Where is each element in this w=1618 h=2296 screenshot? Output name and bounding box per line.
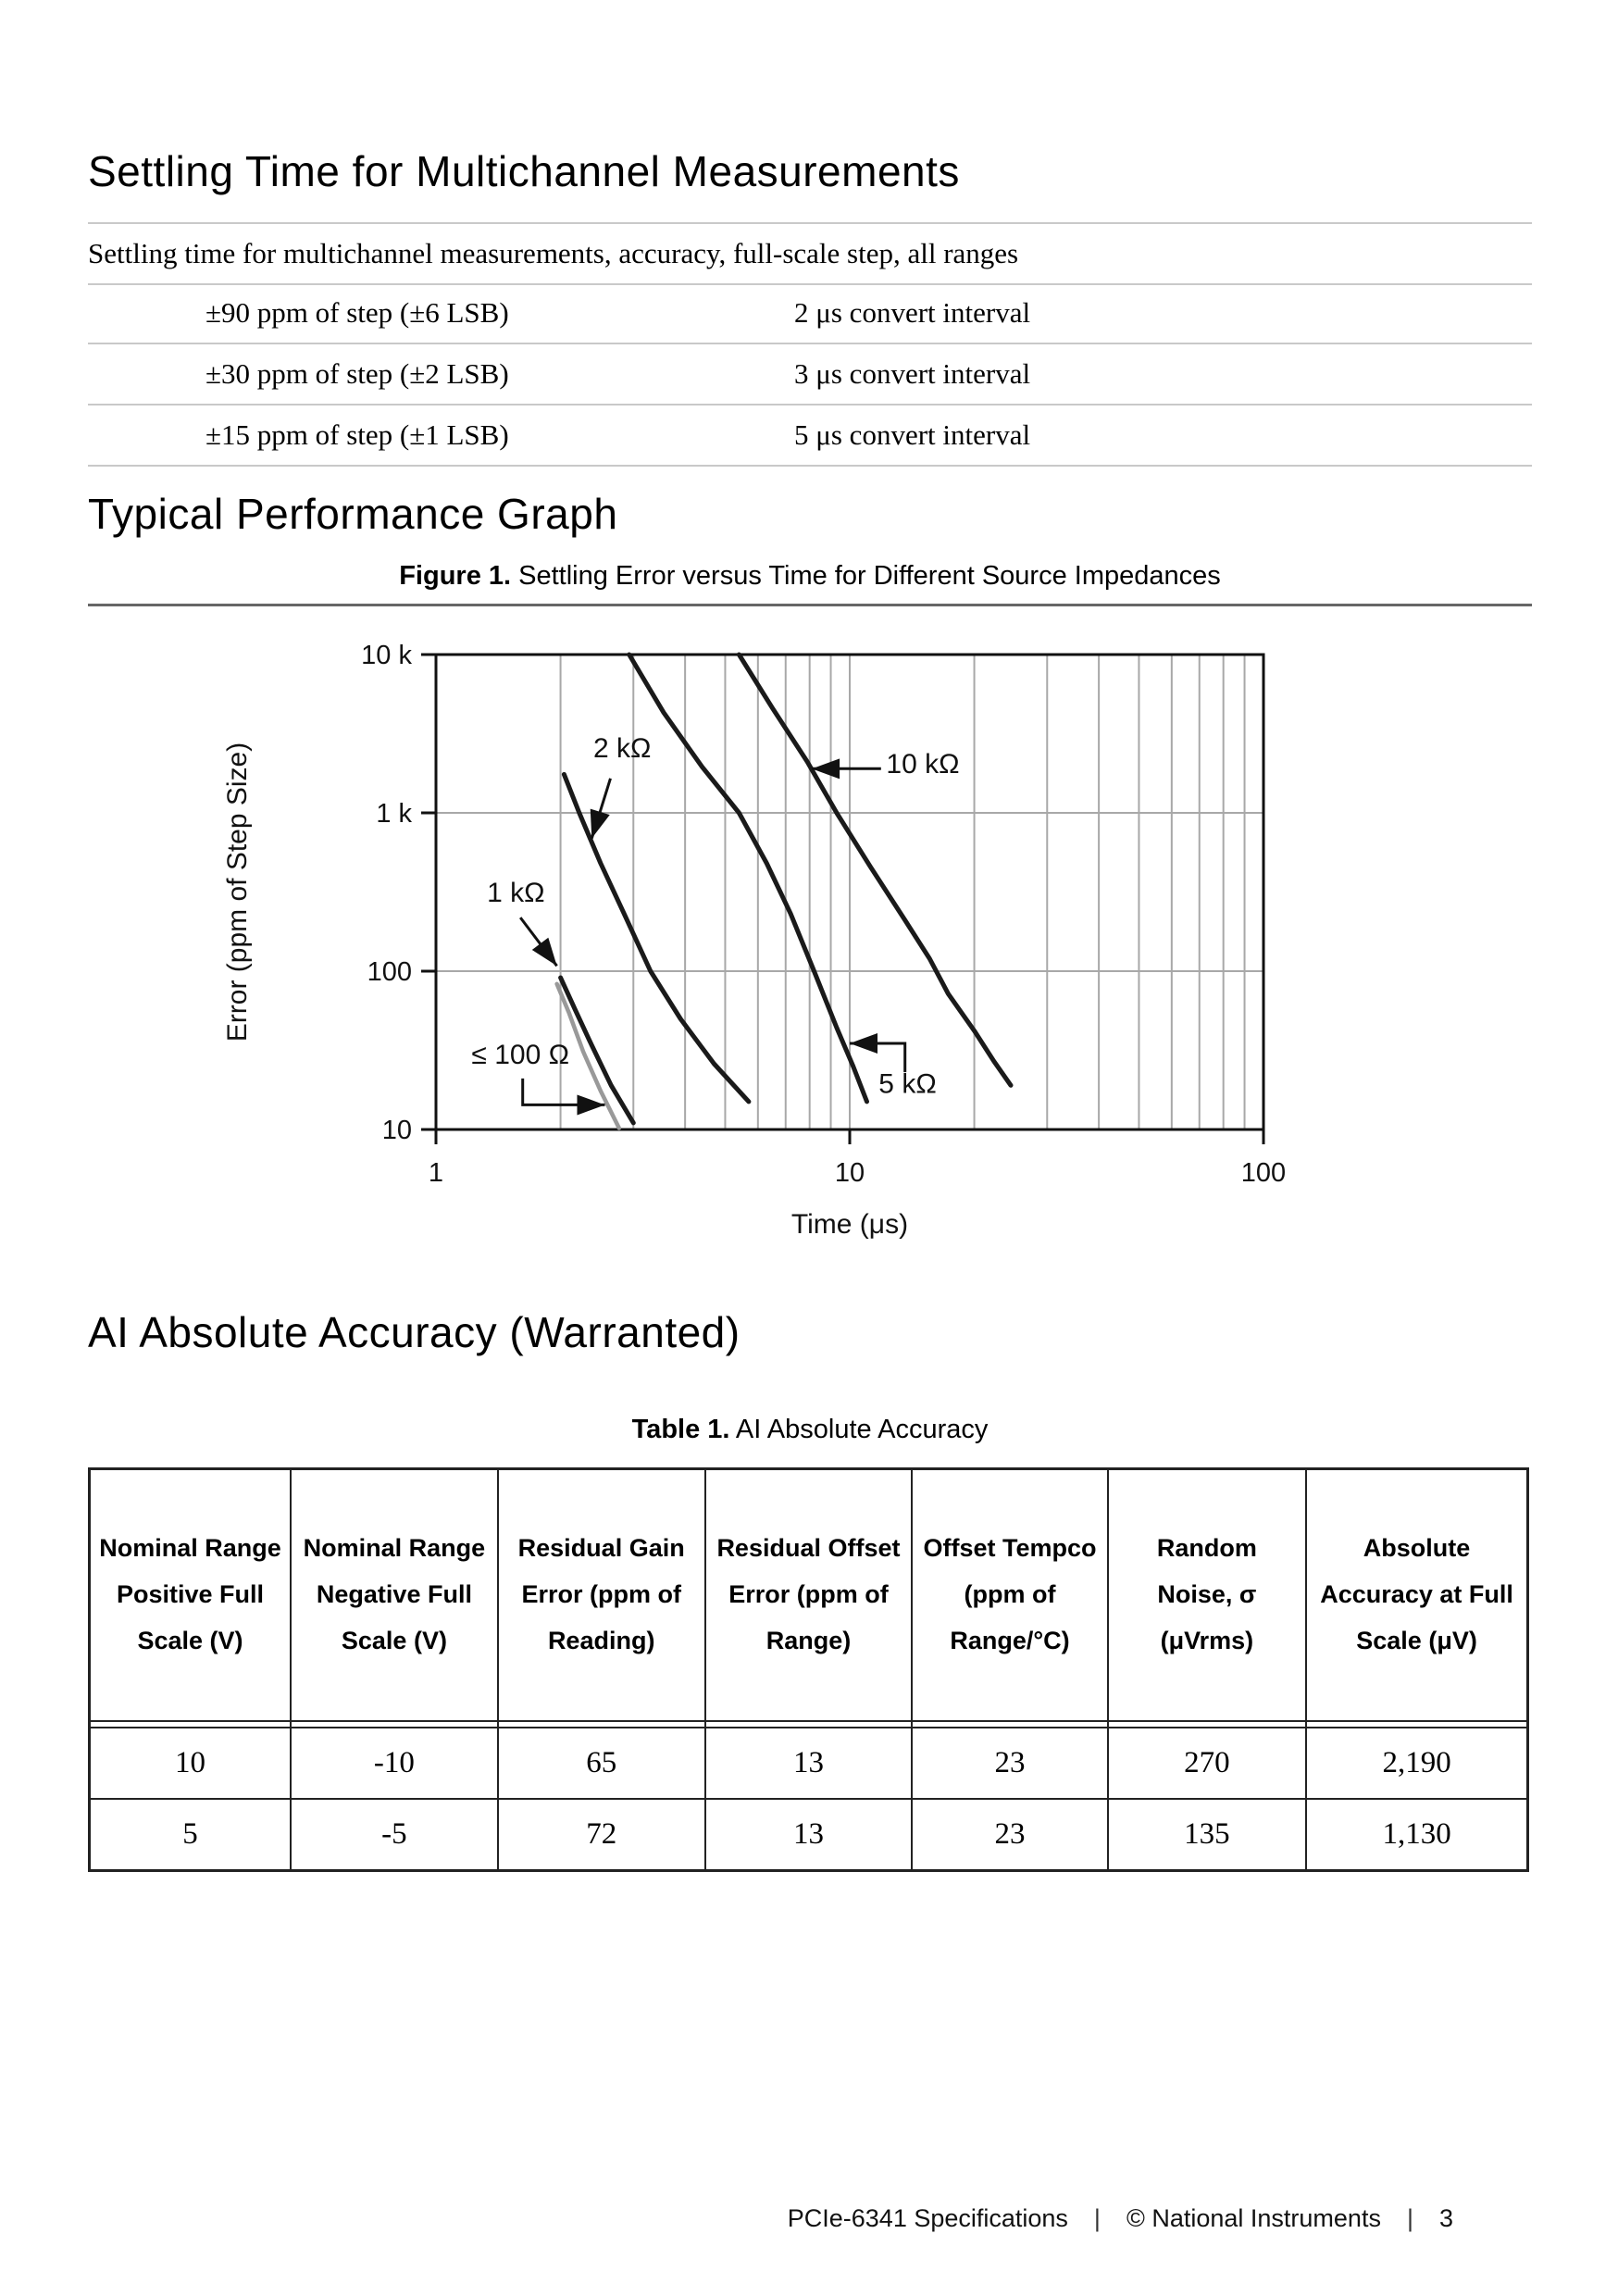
column-header: Residual Offset Error (ppm of Range) xyxy=(705,1469,913,1722)
footer-separator: | xyxy=(1406,2203,1413,2232)
spec-value: 3 μs convert interval xyxy=(794,357,1031,390)
table-cell: 2,190 xyxy=(1306,1728,1527,1799)
x-tick-label: 100 xyxy=(1240,1158,1287,1188)
settling-spec-row xyxy=(88,283,1532,344)
footer-page-number: 3 xyxy=(1438,2203,1453,2232)
footer-copyright: © National Instruments xyxy=(1126,2203,1381,2232)
table-cell: 65 xyxy=(498,1728,705,1799)
table-cell: 5 xyxy=(90,1799,292,1871)
x-axis-title: Time (μs) xyxy=(790,1209,909,1240)
column-header: Residual Gain Error (ppm of Reading) xyxy=(498,1469,705,1722)
table-caption xyxy=(88,1415,1532,1445)
accuracy-table xyxy=(88,1467,1529,1872)
spec-condition: ±15 ppm of step (±1 LSB) xyxy=(205,418,509,451)
spec-condition: ±30 ppm of step (±2 LSB) xyxy=(205,357,509,390)
y-tick-label: 100 xyxy=(367,957,412,987)
table-cell: 72 xyxy=(498,1799,705,1871)
annotation-arrowhead xyxy=(532,938,557,967)
spec-value: 2 μs convert interval xyxy=(794,296,1031,329)
figure-caption xyxy=(88,561,1532,592)
settling-section-title: Settling Time for Multichannel Measurements xyxy=(88,147,960,195)
y-tick-label: 10 xyxy=(381,1116,412,1145)
table-cell: 270 xyxy=(1108,1728,1306,1799)
settling-spec-list xyxy=(88,283,1532,467)
column-header: Random Noise, σ (μVrms) xyxy=(1108,1469,1306,1722)
table-row xyxy=(90,1799,1528,1871)
table-row xyxy=(90,1728,1528,1799)
annotation-arrowhead xyxy=(577,1094,604,1115)
footer-separator: | xyxy=(1093,2203,1101,2232)
y-tick-label: 1 k xyxy=(376,799,412,829)
accuracy-section-title: AI Absolute Accuracy (Warranted) xyxy=(88,1308,741,1356)
curve-10-kΩ xyxy=(739,655,1011,1085)
settling-spec-row xyxy=(88,406,1532,467)
table-cell: 13 xyxy=(705,1799,913,1871)
table-cell: 10 xyxy=(90,1728,292,1799)
curve-annotation-label: 1 kΩ xyxy=(487,877,545,908)
table-caption-text: AI Absolute Accuracy xyxy=(729,1415,989,1444)
curve-annotation-label: 5 kΩ xyxy=(878,1068,937,1100)
table-cell: 13 xyxy=(705,1728,913,1799)
table-cell: 23 xyxy=(912,1728,1107,1799)
table-cell: 135 xyxy=(1108,1799,1306,1871)
figure-caption-prefix: Figure 1. xyxy=(399,561,512,591)
table-cell: -5 xyxy=(291,1799,498,1871)
column-header: Nominal Range Negative Full Scale (V) xyxy=(291,1469,498,1722)
annotation-arrowhead xyxy=(850,1033,877,1054)
footer-doc-title: PCIe-6341 Specifications xyxy=(787,2203,1068,2232)
figure-caption-text: Settling Error versus Time for Different Source Impedances xyxy=(511,561,1221,591)
curve-1-kΩ xyxy=(561,978,634,1123)
curve-annotation-label: ≤ 100 Ω xyxy=(471,1040,570,1071)
settling-spec-row xyxy=(88,344,1532,406)
header-double-rule xyxy=(90,1721,1528,1728)
x-tick-label: 1 xyxy=(428,1158,444,1188)
y-tick-label: 10 k xyxy=(361,641,412,670)
curve-annotation-label: 2 kΩ xyxy=(593,732,652,764)
curve-annotation-label: 10 kΩ xyxy=(886,748,960,780)
table-cell: 1,130 xyxy=(1306,1799,1527,1871)
column-header: Nominal Range Positive Full Scale (V) xyxy=(90,1469,292,1722)
settling-intro-text: Settling time for multichannel measurements, accuracy, full-scale step, all ranges xyxy=(88,222,1532,285)
column-header: Absolute Accuracy at Full Scale (μV) xyxy=(1306,1469,1527,1722)
settling-error-chart xyxy=(0,593,1618,1315)
graph-section-title: Typical Performance Graph xyxy=(88,490,618,538)
x-tick-label: 10 xyxy=(834,1158,865,1188)
spec-value: 5 μs convert interval xyxy=(794,418,1031,451)
column-header: Offset Tempco (ppm of Range/°C) xyxy=(912,1469,1107,1722)
page-footer xyxy=(788,2200,1453,2237)
table-cell: -10 xyxy=(291,1728,498,1799)
table-cell: 23 xyxy=(912,1799,1107,1871)
spec-condition: ±90 ppm of step (±6 LSB) xyxy=(205,296,509,329)
table-caption-prefix: Table 1. xyxy=(631,1415,730,1444)
y-axis-title: Error (ppm of Step Size) xyxy=(222,742,253,1042)
